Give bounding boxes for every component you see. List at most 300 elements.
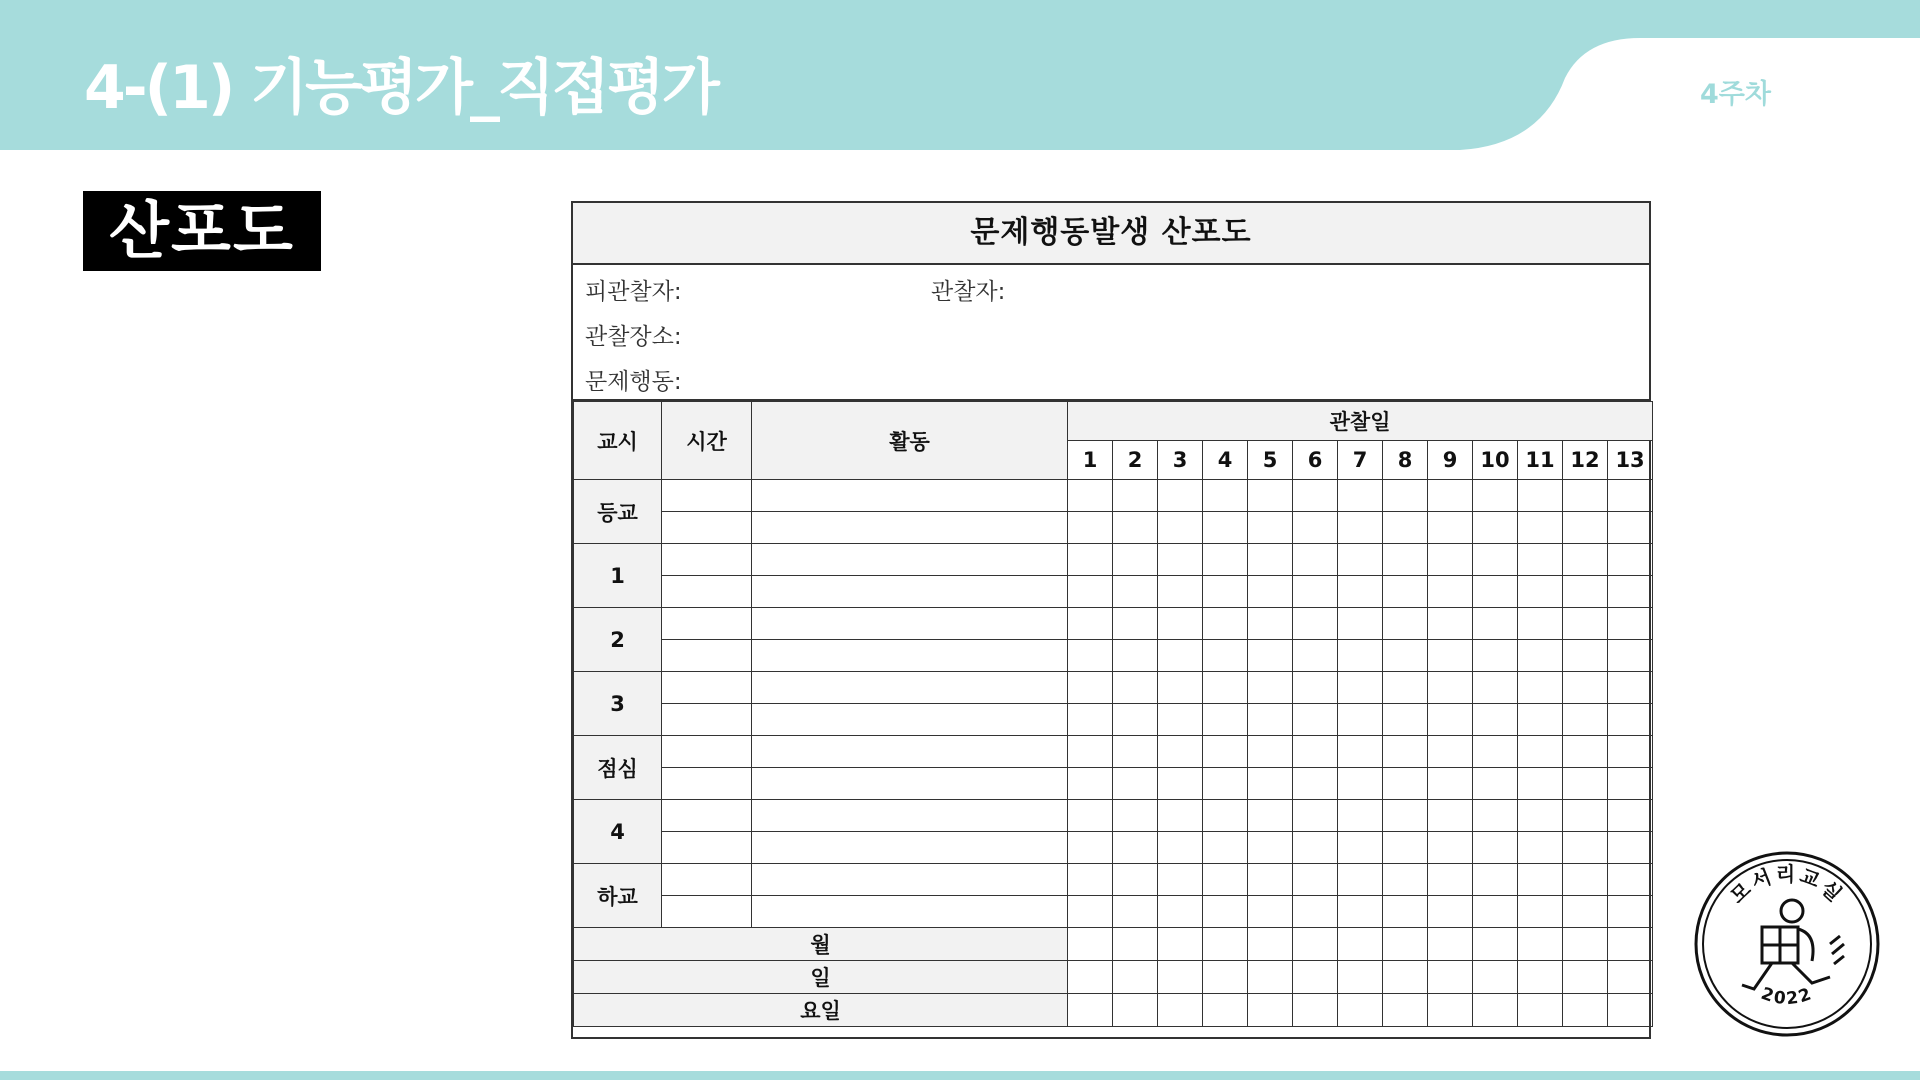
section-label: 산포도 <box>83 191 321 271</box>
date-row-label: 일 <box>574 961 1068 994</box>
day-header: 5 <box>1248 441 1293 480</box>
observation-cell[interactable] <box>1248 576 1293 608</box>
grid-row <box>574 512 1653 544</box>
observation-cell[interactable] <box>1563 768 1608 800</box>
date-cell[interactable] <box>1428 961 1473 994</box>
observation-cell[interactable] <box>1113 672 1158 704</box>
observation-cell[interactable] <box>1608 736 1653 768</box>
observation-cell[interactable] <box>1293 576 1338 608</box>
observation-cell[interactable] <box>1338 480 1383 512</box>
observation-cell[interactable] <box>1338 640 1383 672</box>
date-cell[interactable] <box>1113 928 1158 961</box>
observation-cell[interactable] <box>1473 736 1518 768</box>
observation-cell[interactable] <box>1293 896 1338 928</box>
observation-cell[interactable] <box>1203 896 1248 928</box>
column-header-time: 시간 <box>662 402 752 480</box>
observation-cell[interactable] <box>1383 512 1428 544</box>
day-header: 2 <box>1113 441 1158 480</box>
observation-cell[interactable] <box>1563 832 1608 864</box>
observation-cell[interactable] <box>1158 640 1203 672</box>
form-title: 문제행동발생 산포도 <box>573 203 1649 265</box>
date-cell[interactable] <box>1428 994 1473 1027</box>
observation-cell[interactable] <box>1068 640 1113 672</box>
observation-cell[interactable] <box>1293 864 1338 896</box>
time-cell[interactable] <box>662 864 752 896</box>
activity-cell[interactable] <box>752 768 1068 800</box>
observation-cell[interactable] <box>1113 640 1158 672</box>
time-cell[interactable] <box>662 512 752 544</box>
observation-cell[interactable] <box>1203 864 1248 896</box>
observation-cell[interactable] <box>1158 544 1203 576</box>
observation-cell[interactable] <box>1428 608 1473 640</box>
observation-cell[interactable] <box>1473 832 1518 864</box>
date-cell[interactable] <box>1608 928 1653 961</box>
time-cell[interactable] <box>662 608 752 640</box>
observation-cell[interactable] <box>1203 736 1248 768</box>
observation-cell[interactable] <box>1428 800 1473 832</box>
observation-cell[interactable] <box>1113 768 1158 800</box>
observation-cell[interactable] <box>1563 736 1608 768</box>
observation-cell[interactable] <box>1248 864 1293 896</box>
grid-row <box>574 576 1653 608</box>
date-cell[interactable] <box>1293 961 1338 994</box>
observation-cell[interactable] <box>1383 864 1428 896</box>
observation-cell[interactable] <box>1428 704 1473 736</box>
observation-cell[interactable] <box>1248 640 1293 672</box>
grid-row <box>574 736 1653 768</box>
observation-cell[interactable] <box>1338 896 1383 928</box>
activity-cell[interactable] <box>752 480 1068 512</box>
period-label: 2 <box>574 608 662 672</box>
time-cell[interactable] <box>662 640 752 672</box>
observation-cell[interactable] <box>1293 640 1338 672</box>
observation-cell[interactable] <box>1158 832 1203 864</box>
observation-cell[interactable] <box>1338 864 1383 896</box>
observation-cell[interactable] <box>1473 608 1518 640</box>
grid-row <box>574 768 1653 800</box>
observation-cell[interactable] <box>1518 768 1563 800</box>
observation-cell[interactable] <box>1248 608 1293 640</box>
observation-cell[interactable] <box>1383 480 1428 512</box>
observation-cell[interactable] <box>1383 768 1428 800</box>
observation-cell[interactable] <box>1113 896 1158 928</box>
observation-cell[interactable] <box>1113 576 1158 608</box>
observation-cell[interactable] <box>1203 832 1248 864</box>
column-header-period: 교시 <box>574 402 662 480</box>
observation-cell[interactable] <box>1383 896 1428 928</box>
observation-cell[interactable] <box>1563 864 1608 896</box>
time-cell[interactable] <box>662 544 752 576</box>
footer-band <box>0 1071 1920 1080</box>
observation-cell[interactable] <box>1158 800 1203 832</box>
period-label: 점심 <box>574 736 662 800</box>
observation-cell[interactable] <box>1158 896 1203 928</box>
observation-cell[interactable] <box>1473 704 1518 736</box>
observation-cell[interactable] <box>1563 608 1608 640</box>
observation-cell[interactable] <box>1068 576 1113 608</box>
date-cell[interactable] <box>1068 928 1113 961</box>
date-cell[interactable] <box>1518 961 1563 994</box>
date-row <box>574 961 1653 994</box>
grid-row <box>574 480 1653 512</box>
date-row <box>574 994 1653 1027</box>
grid-row <box>574 896 1653 928</box>
observation-cell[interactable] <box>1383 608 1428 640</box>
observation-cell[interactable] <box>1248 544 1293 576</box>
observation-cell[interactable] <box>1473 640 1518 672</box>
observation-cell[interactable] <box>1158 608 1203 640</box>
observation-cell[interactable] <box>1113 512 1158 544</box>
observation-grid <box>573 401 1653 1027</box>
activity-cell[interactable] <box>752 832 1068 864</box>
date-cell[interactable] <box>1608 994 1653 1027</box>
day-header: 12 <box>1563 441 1608 480</box>
observation-cell[interactable] <box>1518 512 1563 544</box>
observation-cell[interactable] <box>1068 672 1113 704</box>
grid-row <box>574 544 1653 576</box>
column-header-activity: 활동 <box>752 402 1068 480</box>
observation-cell[interactable] <box>1608 576 1653 608</box>
observation-cell[interactable] <box>1518 896 1563 928</box>
observation-cell[interactable] <box>1518 864 1563 896</box>
observation-cell[interactable] <box>1293 800 1338 832</box>
observation-cell[interactable] <box>1338 672 1383 704</box>
date-cell[interactable] <box>1563 928 1608 961</box>
date-cell[interactable] <box>1248 928 1293 961</box>
observation-cell[interactable] <box>1293 480 1338 512</box>
observation-cell[interactable] <box>1158 512 1203 544</box>
observation-cell[interactable] <box>1563 672 1608 704</box>
grid-row <box>574 608 1653 640</box>
observation-cell[interactable] <box>1338 768 1383 800</box>
observation-cell[interactable] <box>1158 768 1203 800</box>
observation-cell[interactable] <box>1293 832 1338 864</box>
period-label: 등교 <box>574 480 662 544</box>
observation-cell[interactable] <box>1428 480 1473 512</box>
observation-cell[interactable] <box>1113 864 1158 896</box>
observation-cell[interactable] <box>1293 704 1338 736</box>
observation-cell[interactable] <box>1428 768 1473 800</box>
observation-cell[interactable] <box>1608 480 1653 512</box>
date-cell[interactable] <box>1473 994 1518 1027</box>
observation-cell[interactable] <box>1383 832 1428 864</box>
observation-cell[interactable] <box>1338 704 1383 736</box>
observation-cell[interactable] <box>1248 512 1293 544</box>
observation-cell[interactable] <box>1338 544 1383 576</box>
observation-cell[interactable] <box>1383 704 1428 736</box>
date-cell[interactable] <box>1473 961 1518 994</box>
time-cell[interactable] <box>662 704 752 736</box>
observation-cell[interactable] <box>1563 576 1608 608</box>
observation-cell[interactable] <box>1518 640 1563 672</box>
date-cell[interactable] <box>1068 994 1113 1027</box>
observation-cell[interactable] <box>1203 480 1248 512</box>
observation-cell[interactable] <box>1473 864 1518 896</box>
date-cell[interactable] <box>1338 928 1383 961</box>
observation-cell[interactable] <box>1473 480 1518 512</box>
observation-cell[interactable] <box>1563 480 1608 512</box>
observation-cell[interactable] <box>1428 896 1473 928</box>
observation-cell[interactable] <box>1608 640 1653 672</box>
observation-cell[interactable] <box>1068 608 1113 640</box>
observation-cell[interactable] <box>1473 800 1518 832</box>
grid-row <box>574 800 1653 832</box>
date-cell[interactable] <box>1338 961 1383 994</box>
week-label: 4주차 <box>1700 79 1771 110</box>
date-row-label: 요일 <box>574 994 1068 1027</box>
observation-cell[interactable] <box>1158 576 1203 608</box>
activity-cell[interactable] <box>752 864 1068 896</box>
observation-cell[interactable] <box>1293 512 1338 544</box>
observer-field: 관찰자: <box>931 279 1006 305</box>
observation-cell[interactable] <box>1113 736 1158 768</box>
observation-cell[interactable] <box>1563 800 1608 832</box>
observation-cell[interactable] <box>1203 576 1248 608</box>
day-header: 11 <box>1518 441 1563 480</box>
observation-cell[interactable] <box>1248 896 1293 928</box>
observation-cell[interactable] <box>1293 736 1338 768</box>
place-field: 관찰장소: <box>585 324 682 350</box>
date-cell[interactable] <box>1428 928 1473 961</box>
date-cell[interactable] <box>1158 961 1203 994</box>
observation-cell[interactable] <box>1068 864 1113 896</box>
observation-cell[interactable] <box>1338 832 1383 864</box>
observation-cell[interactable] <box>1338 512 1383 544</box>
observation-cell[interactable] <box>1248 736 1293 768</box>
observation-cell[interactable] <box>1518 800 1563 832</box>
date-cell[interactable] <box>1203 961 1248 994</box>
observation-cell[interactable] <box>1203 608 1248 640</box>
observation-cell[interactable] <box>1203 704 1248 736</box>
activity-cell[interactable] <box>752 736 1068 768</box>
date-cell[interactable] <box>1068 961 1113 994</box>
observation-cell[interactable] <box>1383 672 1428 704</box>
observation-cell[interactable] <box>1383 544 1428 576</box>
observation-cell[interactable] <box>1608 512 1653 544</box>
observation-cell[interactable] <box>1158 704 1203 736</box>
date-cell[interactable] <box>1338 994 1383 1027</box>
observation-cell[interactable] <box>1293 672 1338 704</box>
date-cell[interactable] <box>1473 928 1518 961</box>
date-cell[interactable] <box>1383 961 1428 994</box>
observation-cell[interactable] <box>1158 736 1203 768</box>
observation-cell[interactable] <box>1203 544 1248 576</box>
observation-cell[interactable] <box>1428 736 1473 768</box>
observation-cell[interactable] <box>1248 832 1293 864</box>
grid-row <box>574 864 1653 896</box>
observation-cell[interactable] <box>1203 800 1248 832</box>
observation-cell[interactable] <box>1563 544 1608 576</box>
observation-cell[interactable] <box>1248 704 1293 736</box>
observation-cell[interactable] <box>1248 672 1293 704</box>
observation-cell[interactable] <box>1338 736 1383 768</box>
date-row <box>574 928 1653 961</box>
observation-cell[interactable] <box>1248 480 1293 512</box>
observation-cell[interactable] <box>1428 864 1473 896</box>
day-header: 10 <box>1473 441 1518 480</box>
period-label: 1 <box>574 544 662 608</box>
activity-cell[interactable] <box>752 608 1068 640</box>
observation-cell[interactable] <box>1068 896 1113 928</box>
time-cell[interactable] <box>662 832 752 864</box>
observation-cell[interactable] <box>1608 832 1653 864</box>
observation-cell[interactable] <box>1563 896 1608 928</box>
activity-cell[interactable] <box>752 512 1068 544</box>
day-header: 13 <box>1608 441 1653 480</box>
time-cell[interactable] <box>662 896 752 928</box>
date-cell[interactable] <box>1383 994 1428 1027</box>
page-title: 4-(1) 기능평가_직접평가 <box>84 53 717 123</box>
observation-cell[interactable] <box>1428 640 1473 672</box>
observation-cell[interactable] <box>1068 800 1113 832</box>
observation-cell[interactable] <box>1248 800 1293 832</box>
observation-cell[interactable] <box>1518 704 1563 736</box>
observation-cell[interactable] <box>1428 576 1473 608</box>
date-cell[interactable] <box>1518 928 1563 961</box>
observation-cell[interactable] <box>1113 704 1158 736</box>
observation-cell[interactable] <box>1158 480 1203 512</box>
observation-cell[interactable] <box>1203 512 1248 544</box>
observation-cell[interactable] <box>1068 544 1113 576</box>
activity-cell[interactable] <box>752 640 1068 672</box>
observation-cell[interactable] <box>1338 576 1383 608</box>
grid-row <box>574 832 1653 864</box>
observation-cell[interactable] <box>1518 608 1563 640</box>
moseori-classroom-logo <box>1692 849 1882 1039</box>
date-cell[interactable] <box>1113 994 1158 1027</box>
date-cell[interactable] <box>1563 961 1608 994</box>
observation-cell[interactable] <box>1518 672 1563 704</box>
observation-cell[interactable] <box>1113 800 1158 832</box>
date-cell[interactable] <box>1248 961 1293 994</box>
observation-cell[interactable] <box>1428 672 1473 704</box>
observation-cell[interactable] <box>1068 768 1113 800</box>
day-header: 4 <box>1203 441 1248 480</box>
date-cell[interactable] <box>1248 994 1293 1027</box>
observation-cell[interactable] <box>1158 864 1203 896</box>
observation-cell[interactable] <box>1293 544 1338 576</box>
observation-cell[interactable] <box>1608 864 1653 896</box>
time-cell[interactable] <box>662 672 752 704</box>
observation-cell[interactable] <box>1608 896 1653 928</box>
observation-cell[interactable] <box>1563 512 1608 544</box>
observation-cell[interactable] <box>1293 608 1338 640</box>
observation-cell[interactable] <box>1068 512 1113 544</box>
date-cell[interactable] <box>1113 961 1158 994</box>
time-cell[interactable] <box>662 480 752 512</box>
observation-cell[interactable] <box>1473 768 1518 800</box>
observation-cell[interactable] <box>1338 800 1383 832</box>
period-label: 4 <box>574 800 662 864</box>
observation-cell[interactable] <box>1113 544 1158 576</box>
activity-cell[interactable] <box>752 800 1068 832</box>
logo-text: 모서리교실 <box>1725 862 1849 909</box>
behavior-field: 문제행동: <box>585 369 682 395</box>
observation-cell[interactable] <box>1608 768 1653 800</box>
period-label: 3 <box>574 672 662 736</box>
activity-cell[interactable] <box>752 704 1068 736</box>
observation-cell[interactable] <box>1428 512 1473 544</box>
observation-cell[interactable] <box>1383 800 1428 832</box>
observation-cell[interactable] <box>1428 544 1473 576</box>
observation-cell[interactable] <box>1113 832 1158 864</box>
observation-cell[interactable] <box>1608 704 1653 736</box>
date-cell[interactable] <box>1563 994 1608 1027</box>
date-cell[interactable] <box>1293 994 1338 1027</box>
observation-cell[interactable] <box>1518 576 1563 608</box>
time-cell[interactable] <box>662 800 752 832</box>
grid-row <box>574 640 1653 672</box>
observation-cell[interactable] <box>1608 672 1653 704</box>
observation-cell[interactable] <box>1608 544 1653 576</box>
observation-cell[interactable] <box>1383 736 1428 768</box>
observation-cell[interactable] <box>1473 512 1518 544</box>
form-info <box>573 265 1649 401</box>
observation-cell[interactable] <box>1473 576 1518 608</box>
observation-cell[interactable] <box>1068 832 1113 864</box>
observation-cell[interactable] <box>1608 608 1653 640</box>
observation-cell[interactable] <box>1113 608 1158 640</box>
activity-cell[interactable] <box>752 896 1068 928</box>
time-cell[interactable] <box>662 576 752 608</box>
date-cell[interactable] <box>1203 928 1248 961</box>
observation-cell[interactable] <box>1563 640 1608 672</box>
observation-cell[interactable] <box>1518 480 1563 512</box>
column-header-observation-days: 관찰일 <box>1068 402 1653 441</box>
observation-cell[interactable] <box>1293 768 1338 800</box>
date-cell[interactable] <box>1203 994 1248 1027</box>
observation-cell[interactable] <box>1563 704 1608 736</box>
observation-cell[interactable] <box>1203 640 1248 672</box>
date-cell[interactable] <box>1158 994 1203 1027</box>
activity-cell[interactable] <box>752 576 1068 608</box>
day-header: 6 <box>1293 441 1338 480</box>
time-cell[interactable] <box>662 768 752 800</box>
date-cell[interactable] <box>1608 961 1653 994</box>
date-cell[interactable] <box>1518 994 1563 1027</box>
date-cell[interactable] <box>1293 928 1338 961</box>
day-header: 1 <box>1068 441 1113 480</box>
observation-cell[interactable] <box>1473 544 1518 576</box>
observation-cell[interactable] <box>1428 832 1473 864</box>
date-row-label: 월 <box>574 928 1068 961</box>
activity-cell[interactable] <box>752 672 1068 704</box>
observed-person-field: 피관찰자: <box>585 279 682 305</box>
observation-cell[interactable] <box>1158 672 1203 704</box>
date-cell[interactable] <box>1158 928 1203 961</box>
observation-cell[interactable] <box>1248 768 1293 800</box>
observation-cell[interactable] <box>1383 576 1428 608</box>
observation-cell[interactable] <box>1518 736 1563 768</box>
observation-cell[interactable] <box>1473 896 1518 928</box>
time-cell[interactable] <box>662 736 752 768</box>
observation-cell[interactable] <box>1518 832 1563 864</box>
activity-cell[interactable] <box>752 544 1068 576</box>
observation-cell[interactable] <box>1203 768 1248 800</box>
date-cell[interactable] <box>1383 928 1428 961</box>
day-header: 8 <box>1383 441 1428 480</box>
observation-cell[interactable] <box>1068 480 1113 512</box>
observation-cell[interactable] <box>1068 736 1113 768</box>
observation-cell[interactable] <box>1068 704 1113 736</box>
observation-cell[interactable] <box>1113 480 1158 512</box>
observation-cell[interactable] <box>1473 672 1518 704</box>
observation-cell[interactable] <box>1608 800 1653 832</box>
observation-cell[interactable] <box>1338 608 1383 640</box>
observation-cell[interactable] <box>1518 544 1563 576</box>
observation-cell[interactable] <box>1203 672 1248 704</box>
observation-cell[interactable] <box>1383 640 1428 672</box>
